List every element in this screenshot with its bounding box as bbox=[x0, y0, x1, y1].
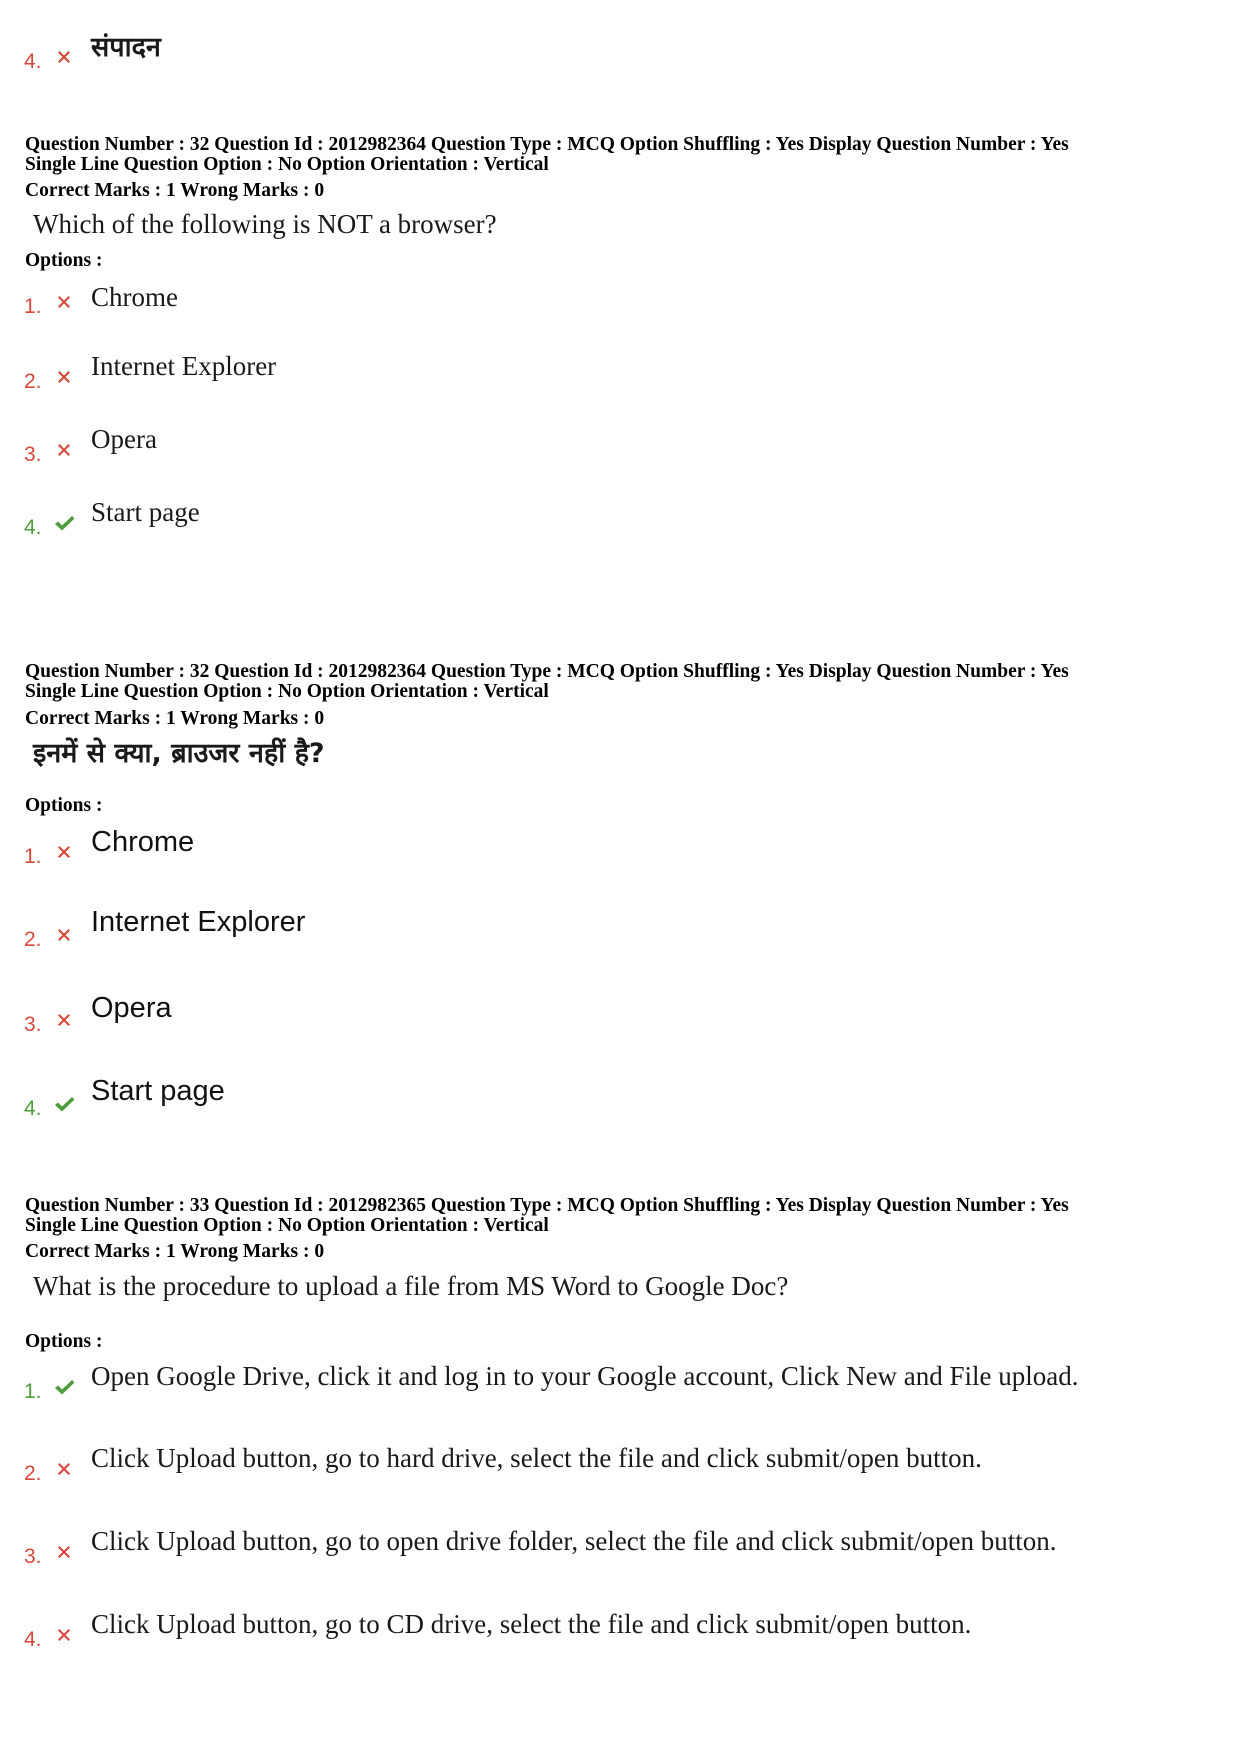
option-number: 3. bbox=[24, 443, 42, 466]
question-meta-line1: Question Number : 33 Question Id : 2012982365 Question Type : MCQ Option Shuffling : Yes Display Question Number : Yes bbox=[25, 1195, 1069, 1216]
option-text: Internet Explorer bbox=[91, 351, 277, 381]
question-meta-line2: Single Line Question Option : No Option Orientation : Vertical bbox=[25, 154, 549, 175]
option-text: Opera bbox=[91, 424, 157, 454]
question-meta-line2: Single Line Question Option : No Option Orientation : Vertical bbox=[25, 681, 549, 702]
cross-icon bbox=[53, 1009, 75, 1031]
cross-icon bbox=[53, 366, 75, 388]
option-text: Open Google Drive, click it and log in to your Google account, Click New and File upload. bbox=[91, 1361, 1079, 1391]
option-text: संपादन bbox=[91, 32, 161, 63]
option-number: 1. bbox=[24, 295, 42, 318]
options-label: Options : bbox=[25, 1331, 103, 1352]
options-label: Options : bbox=[25, 795, 103, 816]
option-text: Start page bbox=[91, 1075, 225, 1107]
cross-icon bbox=[53, 924, 75, 946]
option-number: 3. bbox=[24, 1013, 42, 1036]
option-text: Click Upload button, go to hard drive, select the file and click submit/open button. bbox=[91, 1443, 982, 1473]
question-marks: Correct Marks : 1 Wrong Marks : 0 bbox=[25, 708, 325, 729]
option-number: 4. bbox=[24, 516, 42, 539]
check-icon bbox=[53, 512, 75, 534]
options-label: Options : bbox=[25, 250, 103, 271]
check-icon bbox=[53, 1093, 75, 1115]
cross-icon bbox=[53, 841, 75, 863]
question-meta-line2: Single Line Question Option : No Option Orientation : Vertical bbox=[25, 1215, 549, 1236]
option-text: Opera bbox=[91, 992, 172, 1024]
option-text: Internet Explorer bbox=[91, 906, 306, 938]
question-meta-line1: Question Number : 32 Question Id : 2012982364 Question Type : MCQ Option Shuffling : Yes Display Question Number : Yes bbox=[25, 661, 1069, 682]
question-marks: Correct Marks : 1 Wrong Marks : 0 bbox=[25, 1241, 325, 1262]
option-number: 2. bbox=[24, 370, 42, 393]
cross-icon bbox=[53, 1624, 75, 1646]
option-text: Chrome bbox=[91, 282, 178, 312]
option-text: Chrome bbox=[91, 826, 195, 858]
cross-icon bbox=[53, 1541, 75, 1563]
option-number: 2. bbox=[24, 928, 42, 951]
option-text: Click Upload button, go to open drive folder, select the file and click submit/open button. bbox=[91, 1526, 1057, 1556]
option-number: 2. bbox=[24, 1462, 42, 1485]
question-text: इनमें से क्या, ब्राउजर नहीं है? bbox=[33, 738, 325, 769]
cross-icon bbox=[53, 291, 75, 313]
check-icon bbox=[53, 1376, 75, 1398]
option-number: 4. bbox=[24, 1097, 42, 1120]
option-number: 1. bbox=[24, 845, 42, 868]
option-text: Start page bbox=[91, 497, 200, 527]
option-number: 4. bbox=[24, 50, 42, 73]
question-text: What is the procedure to upload a file from MS Word to Google Doc? bbox=[33, 1271, 789, 1301]
option-number: 3. bbox=[24, 1545, 42, 1568]
option-number: 1. bbox=[24, 1380, 42, 1403]
question-text: Which of the following is NOT a browser? bbox=[33, 209, 497, 239]
question-meta-line1: Question Number : 32 Question Id : 2012982364 Question Type : MCQ Option Shuffling : Yes Display Question Number : Yes bbox=[25, 134, 1069, 155]
cross-icon bbox=[53, 46, 75, 68]
option-text: Click Upload button, go to CD drive, select the file and click submit/open button. bbox=[91, 1609, 972, 1639]
cross-icon bbox=[53, 439, 75, 461]
option-number: 4. bbox=[24, 1628, 42, 1651]
cross-icon bbox=[53, 1458, 75, 1480]
question-marks: Correct Marks : 1 Wrong Marks : 0 bbox=[25, 180, 325, 201]
